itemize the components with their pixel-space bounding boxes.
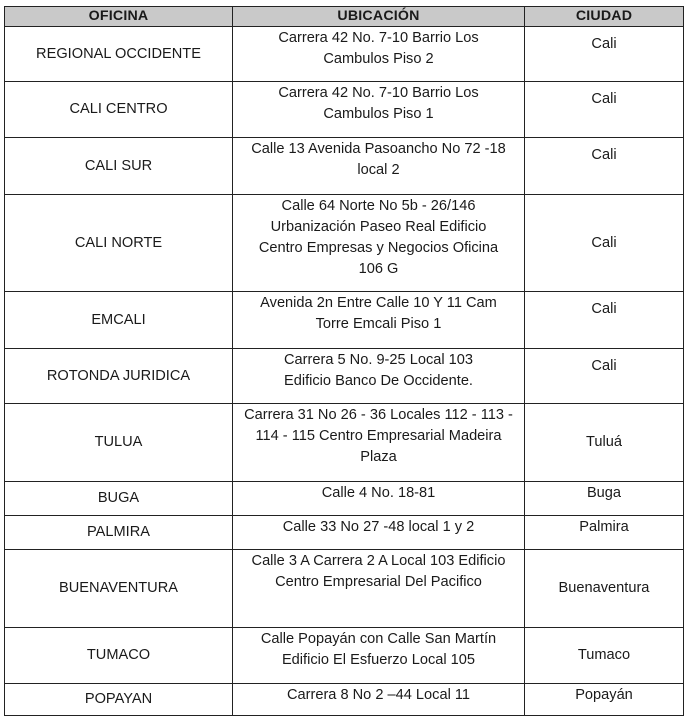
cell-ubicacion: Carrera 5 No. 9-25 Local 103 Edificio Banco De Occidente.	[233, 349, 525, 404]
table-row	[5, 27, 684, 82]
table-row	[5, 195, 684, 292]
cell-oficina: REGIONAL OCCIDENTE	[5, 27, 233, 82]
cell-oficina: CALI SUR	[5, 138, 233, 195]
cell-ubicacion: Calle 3 A Carrera 2 A Local 103 Edificio Centro Empresarial Del Pacifico	[233, 550, 525, 628]
cell-oficina: ROTONDA JURIDICA	[5, 349, 233, 404]
table-row	[5, 349, 684, 404]
cell-ubicacion: Calle 33 No 27 -48 local 1 y 2	[233, 516, 525, 550]
cell-oficina: EMCALI	[5, 292, 233, 349]
cell-ubicacion: Carrera 42 No. 7-10 Barrio Los Cambulos Piso 2	[233, 27, 525, 82]
cell-oficina: PALMIRA	[5, 516, 233, 550]
cell-ciudad: Cali	[525, 82, 684, 138]
cell-ubicacion: Calle 64 Norte No 5b - 26/146 Urbanización Paseo Real Edificio Centro Empresas y Negocios Oficina 106 G	[233, 195, 525, 292]
cell-ubicacion: Calle 13 Avenida Pasoancho No 72 -18 local 2	[233, 138, 525, 195]
cell-ciudad: Buga	[525, 482, 684, 516]
cell-oficina: BUGA	[5, 482, 233, 516]
cell-ciudad: Cali	[525, 195, 684, 292]
cell-ciudad: Popayán	[525, 684, 684, 716]
cell-oficina: BUENAVENTURA	[5, 550, 233, 628]
table-header-row	[5, 7, 684, 27]
cell-ubicacion: Carrera 8 No 2 –44 Local 11	[233, 684, 525, 716]
table-row	[5, 82, 684, 138]
cell-ciudad: Cali	[525, 292, 684, 349]
cell-ciudad: Buenaventura	[525, 550, 684, 628]
cell-ubicacion: Carrera 31 No 26 - 36 Locales 112 - 113 - 114 - 115 Centro Empresarial Madeira Plaza	[233, 404, 525, 482]
cell-ubicacion: Calle 4 No. 18-81	[233, 482, 525, 516]
cell-ubicacion: Avenida 2n Entre Calle 10 Y 11 Cam Torre Emcali Piso 1	[233, 292, 525, 349]
cell-ciudad: Tuluá	[525, 404, 684, 482]
cell-oficina: TULUA	[5, 404, 233, 482]
offices-table-container	[4, 6, 683, 716]
table-row	[5, 550, 684, 628]
table-row	[5, 292, 684, 349]
header-oficina: OFICINA	[5, 7, 233, 27]
cell-oficina: CALI CENTRO	[5, 82, 233, 138]
offices-table	[4, 6, 684, 716]
cell-ciudad: Palmira	[525, 516, 684, 550]
cell-ciudad: Cali	[525, 138, 684, 195]
table-row	[5, 516, 684, 550]
header-ubicacion: UBICACIÓN	[233, 7, 525, 27]
cell-oficina: POPAYAN	[5, 684, 233, 716]
cell-oficina: CALI NORTE	[5, 195, 233, 292]
cell-ciudad: Tumaco	[525, 628, 684, 684]
table-row	[5, 404, 684, 482]
cell-ciudad: Cali	[525, 27, 684, 82]
table-row	[5, 138, 684, 195]
cell-oficina: TUMACO	[5, 628, 233, 684]
cell-ubicacion: Calle Popayán con Calle San Martín Edificio El Esfuerzo Local 105	[233, 628, 525, 684]
header-ciudad: CIUDAD	[525, 7, 684, 27]
table-row	[5, 684, 684, 716]
table-row	[5, 628, 684, 684]
table-row	[5, 482, 684, 516]
cell-ubicacion: Carrera 42 No. 7-10 Barrio Los Cambulos Piso 1	[233, 82, 525, 138]
cell-ciudad: Cali	[525, 349, 684, 404]
